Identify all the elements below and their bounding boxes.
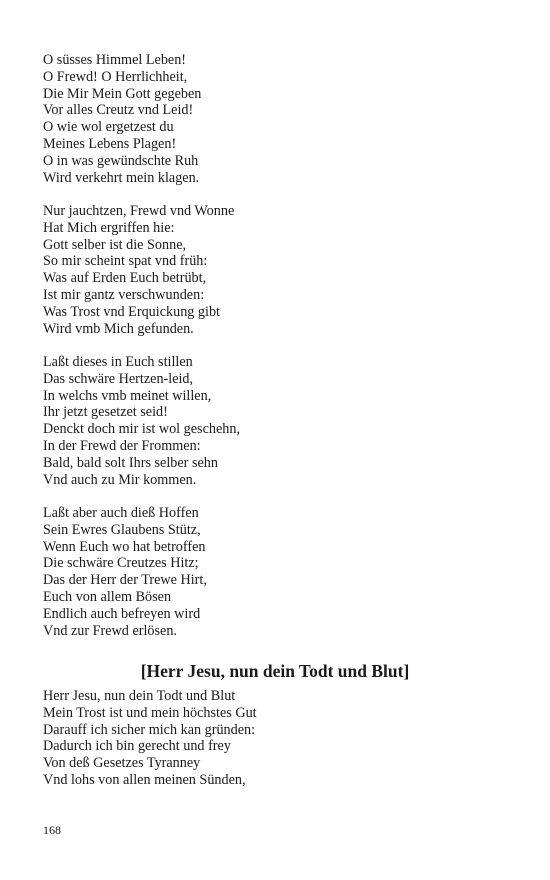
verse-line: Endlich auch befreyen wird	[43, 605, 201, 622]
stanza-2	[43, 203, 503, 337]
verse-line: Meines Lebens Plagen!	[43, 135, 177, 152]
verse-line: Was auf Erden Euch betrübt,	[43, 270, 207, 287]
second-poem-stanza	[43, 688, 503, 789]
verse-line: Bald, bald solt Ihrs selber sehn	[43, 454, 218, 471]
verse-line: Mein Trost ist und mein höchstes Gut	[43, 704, 257, 721]
verse-line: Vnd auch zu Mir kommen.	[43, 471, 197, 488]
verse-line: Laßt aber auch dieß Hoffen	[43, 505, 199, 521]
verse-line: Denckt doch mir ist wol geschehn,	[43, 421, 241, 438]
verse-line: Ist mir gantz verschwunden:	[43, 286, 205, 303]
verse-line: Laßt dieses in Euch stillen	[43, 354, 193, 370]
verse-line: Hat Mich ergriffen hie:	[43, 219, 175, 236]
verse-line: Wenn Euch wo hat betroffen	[43, 538, 206, 555]
verse-line: Gott selber ist die Sonne,	[43, 236, 187, 253]
verse-line: Nur jauchtzen, Frewd vnd Wonne	[43, 203, 235, 219]
verse-line: Die Mir Mein Gott gegeben	[43, 85, 202, 102]
verse-line: Wird verkehrt mein klagen.	[43, 169, 200, 186]
verse-line: Von deß Gesetzes Tyranney	[43, 755, 201, 772]
verse-line: Herr Jesu, nun dein Todt und Blut	[43, 688, 236, 704]
poem-title: [Herr Jesu, nun dein Todt und Blut]	[140, 661, 410, 681]
verse-line: In welchs vmb meinet willen,	[43, 387, 212, 404]
verse-line: Vor alles Creutz vnd Leid!	[43, 102, 194, 119]
verse-line: Sein Ewres Glaubens Stütz,	[43, 521, 201, 538]
verse-line: Dadurch ich bin gerecht und frey	[43, 738, 231, 755]
verse-line: Die schwäre Creutzes Hitz;	[43, 555, 199, 572]
verse-line: So mir scheint spat vnd früh:	[43, 253, 208, 270]
stanza-1	[43, 52, 503, 186]
verse-line: Das schwäre Hertzen-leid,	[43, 370, 194, 387]
verse-line: Wird vmb Mich gefunden.	[43, 320, 194, 337]
verse-line: O Frewd! O Herrlichheit,	[43, 68, 188, 85]
verse-line: Das der Herr der Trewe Hirt,	[43, 572, 207, 589]
stanza-3	[43, 354, 503, 488]
stanza-4	[43, 505, 503, 639]
verse-line: In der Frewd der Frommen:	[43, 437, 201, 454]
verse-line: Darauff ich sicher mich kan gründen:	[43, 721, 256, 738]
verse-line: O süsses Himmel Leben!	[43, 52, 187, 68]
verse-line: Ihr jetzt gesetzet seid!	[43, 404, 168, 421]
verse-line: O wie wol ergetzest du	[43, 119, 174, 136]
verse-line: Was Trost vnd Erquickung gibt	[43, 303, 220, 320]
verse-line: Vnd lohs von allen meinen Sünden,	[43, 771, 246, 788]
verse-line: O in was gewündschte Ruh	[43, 152, 199, 169]
verse-line: Euch von allem Bösen	[43, 588, 172, 605]
page-number: 168	[43, 823, 61, 837]
verse-line: Vnd zur Frewd erlösen.	[43, 622, 177, 639]
